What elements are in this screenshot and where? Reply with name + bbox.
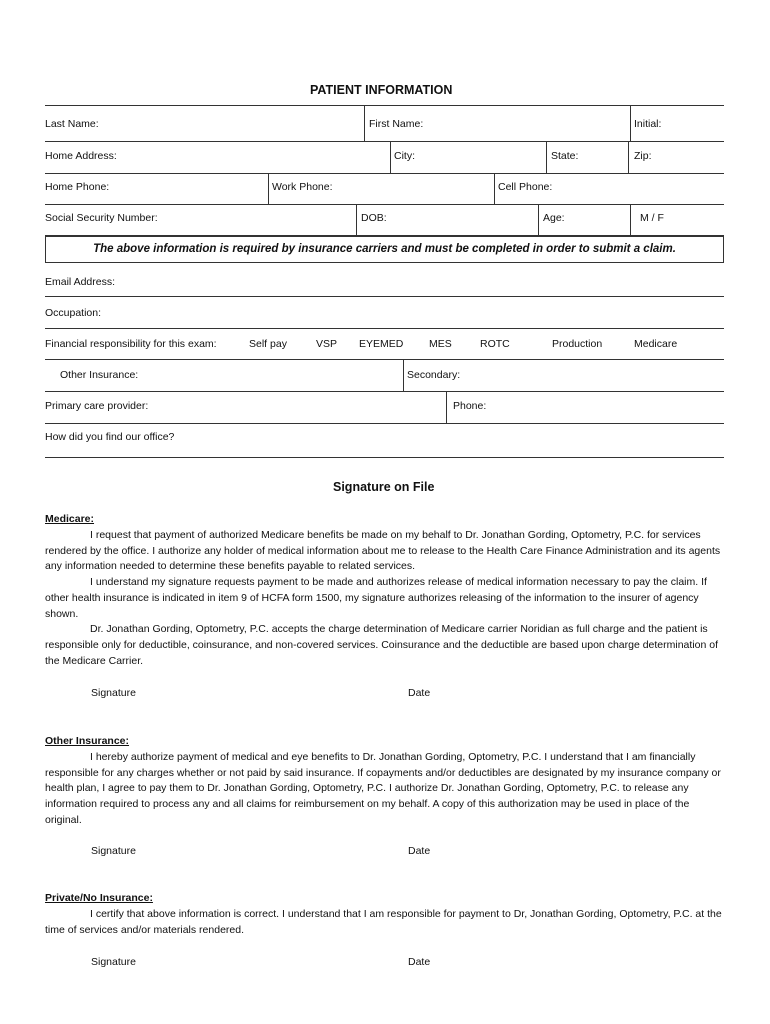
option-vsp[interactable]: VSP xyxy=(316,338,338,350)
private-date-field[interactable]: Date xyxy=(408,956,431,968)
email-field[interactable]: Email Address: xyxy=(45,276,116,288)
dob-field[interactable]: DOB: xyxy=(361,212,387,224)
medicare-date-field[interactable]: Date xyxy=(408,687,431,699)
first-name-field[interactable]: First Name: xyxy=(369,118,424,130)
medicare-paragraph-3: Dr. Jonathan Gording, Optometry, P.C. accepts the charge determination of Medicare carrier Noridian as full charge and the patient is responsible only for deductible, coinsurance, and non-covered services. Coinsurance and the deductible are based upon charge determination of the Medicare Carrier. xyxy=(45,623,719,667)
home-address-field[interactable]: Home Address: xyxy=(45,150,117,162)
other-insurance-date-field[interactable]: Date xyxy=(408,845,431,857)
private-insurance-text xyxy=(45,907,727,938)
row-divider xyxy=(45,359,724,360)
row-divider xyxy=(45,173,724,174)
zip-field[interactable]: Zip: xyxy=(634,150,652,162)
phone-field[interactable]: Phone: xyxy=(453,400,487,412)
cell-phone-field[interactable]: Cell Phone: xyxy=(498,181,553,193)
home-phone-field[interactable]: Home Phone: xyxy=(45,181,110,193)
row-divider xyxy=(45,391,724,392)
column-divider xyxy=(546,141,547,173)
sex-field[interactable]: M / F xyxy=(640,212,664,224)
other-insurance-field[interactable]: Other Insurance: xyxy=(60,369,139,381)
medicare-paragraph-2: I understand my signature requests payment to be made and authorizes release of medical information necessary to pay the claim. If other health insurance is indicated in item 9 of HCFA form 1500, my signature authorizes releasing of the information to the insurer of agency shown. xyxy=(45,576,707,620)
secondary-field[interactable]: Secondary: xyxy=(407,369,461,381)
option-production[interactable]: Production xyxy=(552,338,603,350)
row-divider xyxy=(45,423,724,424)
initial-field[interactable]: Initial: xyxy=(634,118,662,130)
column-divider xyxy=(390,141,391,173)
option-self-pay[interactable]: Self pay xyxy=(249,338,287,350)
age-field[interactable]: Age: xyxy=(543,212,565,224)
form-title: PATIENT INFORMATION xyxy=(310,83,453,97)
column-divider xyxy=(494,173,495,204)
column-divider xyxy=(630,204,631,235)
option-medicare[interactable]: Medicare xyxy=(634,338,678,350)
row-divider xyxy=(45,141,724,142)
city-field[interactable]: City: xyxy=(394,150,415,162)
other-insurance-paragraph: I hereby authorize payment of medical and eye benefits to Dr. Jonathan Gording, Optometry, P.C. I understand that I am financially responsible for any charges whether or not paid by said insurance. If copayments and/or deductibles are designated by my insurance company or health plan, I agree to pay them to Dr. Jonathan Gording, Optometry, P.C. I authorize Dr. Jonathan Gording, Optometry, P.C. to release any information required to process any and all claims for reimbursement on my behalf. A copy of this authorization may be used in place of the original. xyxy=(45,751,721,826)
medicare-heading: Medicare: xyxy=(45,513,95,525)
private-signature-field[interactable]: Signature xyxy=(91,956,136,968)
primary-care-field[interactable]: Primary care provider: xyxy=(45,400,149,412)
row-divider xyxy=(45,328,724,329)
column-divider xyxy=(364,105,365,141)
column-divider xyxy=(356,204,357,235)
other-insurance-heading: Other Insurance: xyxy=(45,735,130,747)
option-eyemed[interactable]: EYEMED xyxy=(359,338,404,350)
row-divider xyxy=(45,204,724,205)
work-phone-field[interactable]: Work Phone: xyxy=(272,181,333,193)
column-divider xyxy=(630,105,631,141)
column-divider xyxy=(403,359,404,391)
financial-responsibility-label: Financial responsibility for this exam: xyxy=(45,338,217,350)
column-divider xyxy=(628,141,629,173)
required-notice: The above information is required by insurance carriers and must be completed in order to submit a claim. xyxy=(45,236,724,263)
row-divider xyxy=(45,296,724,297)
occupation-field[interactable]: Occupation: xyxy=(45,307,102,319)
other-insurance-signature-field[interactable]: Signature xyxy=(91,845,136,857)
column-divider xyxy=(538,204,539,235)
private-insurance-heading: Private/No Insurance: xyxy=(45,892,153,904)
state-field[interactable]: State: xyxy=(551,150,579,162)
medicare-text xyxy=(45,528,727,669)
option-rotc[interactable]: ROTC xyxy=(480,338,510,350)
option-mes[interactable]: MES xyxy=(429,338,452,350)
medicare-paragraph-1: I request that payment of authorized Medicare benefits be made on my behalf to Dr. Jonathan Gording, Optometry, P.C. for services rendered by the office. I authorize any holder of medical information about me to release to the Health Care Finance Administration and its agents any information needed to determine these benefits payable to related services. xyxy=(45,529,721,573)
column-divider xyxy=(268,173,269,204)
private-insurance-paragraph: I certify that above information is correct. I understand that I am responsible for payment to Dr, Jonathan Gording, Optometry, P.C. at the time of services and/or materials rendered. xyxy=(45,908,722,936)
referral-source-field[interactable]: How did you find our office? xyxy=(45,431,175,443)
row-divider xyxy=(45,457,724,458)
last-name-field[interactable]: Last Name: xyxy=(45,118,99,130)
column-divider xyxy=(446,391,447,423)
ssn-field[interactable]: Social Security Number: xyxy=(45,212,158,224)
medicare-signature-field[interactable]: Signature xyxy=(91,687,136,699)
other-insurance-text xyxy=(45,750,727,829)
signature-section-title: Signature on File xyxy=(333,480,435,494)
row-divider xyxy=(45,105,724,106)
